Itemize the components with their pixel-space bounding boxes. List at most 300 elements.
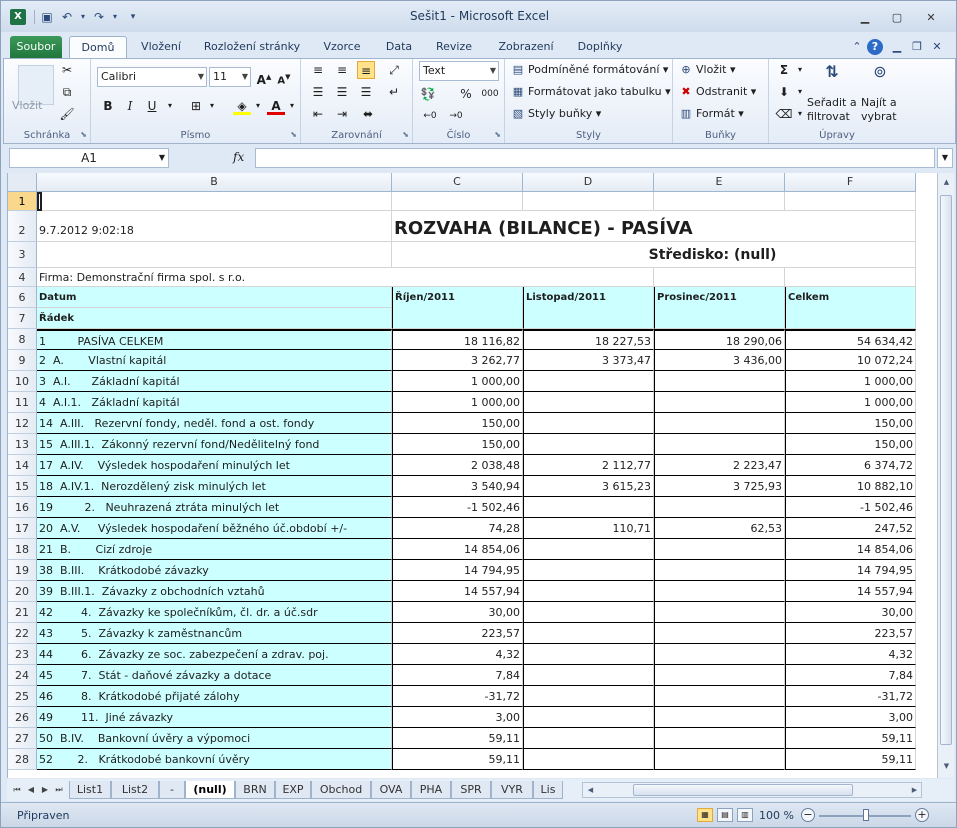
table-row-label[interactable]: 1 PASÍVA CELKEM [37, 329, 392, 350]
fill-dropdown-icon[interactable]: ▾ [255, 101, 260, 110]
copy-icon[interactable]: ⧉ [62, 85, 72, 99]
underline-dropdown-icon[interactable]: ▾ [167, 101, 172, 110]
find-select-label-1[interactable]: Najít a [861, 96, 897, 109]
report-title[interactable]: ROZVAHA (BILANCE) - PASÍVA [392, 211, 785, 242]
accounting-format-icon[interactable]: 💱 [420, 87, 436, 101]
align-center-icon[interactable]: ☰ [336, 85, 348, 99]
undo-icon[interactable]: ↶ [61, 10, 73, 24]
table-cell-d[interactable]: 3 615,23 [523, 476, 654, 497]
save-icon[interactable]: ▣ [41, 10, 53, 24]
table-cell-d[interactable]: 2 112,77 [523, 455, 654, 476]
next-sheet-icon[interactable]: ▶ [41, 785, 49, 794]
group-label-clipboard: Schránka [23, 130, 71, 141]
header-e[interactable]: Prosinec/2011 [654, 287, 785, 329]
cell-styles-button[interactable]: ▧ Styly buňky ▾ [512, 107, 602, 120]
table-cell-d[interactable] [523, 686, 654, 707]
last-sheet-icon[interactable]: ⏭ [55, 785, 63, 794]
table-cell-e[interactable] [654, 728, 785, 749]
row-header[interactable]: 12 [8, 413, 37, 434]
clipboard-launcher-icon[interactable]: ⬊ [80, 130, 87, 139]
column-header-b[interactable]: B [37, 173, 392, 192]
help-icon[interactable]: ? [867, 39, 883, 55]
table-cell-e[interactable]: 3 436,00 [654, 350, 785, 371]
table-cell-f[interactable]: 150,00 [785, 434, 916, 455]
sheet-tab-vyr[interactable]: VYR [491, 781, 533, 799]
number-launcher-icon[interactable]: ⬊ [494, 130, 501, 139]
table-cell-f[interactable]: 59,11 [785, 728, 916, 749]
tab-page-layout[interactable]: Rozložení stránky [203, 40, 301, 53]
table-cell-c[interactable]: 1 000,00 [392, 371, 523, 392]
format-as-table-button[interactable]: ▦ Formátovat jako tabulku ▾ [512, 85, 671, 98]
tab-formulas[interactable]: Vzorce [323, 40, 361, 53]
table-cell-f[interactable]: 1 000,00 [785, 392, 916, 413]
table-row-label[interactable]: 43 5. Závazky k zaměstnancům [37, 623, 392, 644]
tab-addins[interactable]: Doplňky [577, 40, 623, 53]
name-box[interactable] [9, 148, 169, 168]
table-row-label[interactable]: 50 B.IV. Bankovní úvěry a výpomoci [37, 728, 392, 749]
table-cell-f[interactable]: 150,00 [785, 413, 916, 434]
ribbon-home [3, 58, 956, 144]
table-cell-f[interactable]: 4,32 [785, 644, 916, 665]
fill-color-icon[interactable]: ◈ [233, 97, 251, 115]
table-row-label[interactable]: 17 A.IV. Výsledek hospodaření minulých let [37, 455, 392, 476]
table-cell-e[interactable] [654, 749, 785, 770]
row-header[interactable]: 26 [8, 707, 37, 728]
grid-cell[interactable] [392, 192, 523, 211]
window-title: Sešit1 - Microsoft Excel [409, 9, 550, 23]
align-right-icon[interactable]: ☰ [360, 85, 372, 99]
table-cell-f[interactable]: 3,00 [785, 707, 916, 728]
sort-filter-label-2[interactable]: filtrovat [807, 110, 850, 123]
table-cell-d[interactable] [523, 623, 654, 644]
row-header[interactable]: 13 [8, 434, 37, 455]
table-cell-d[interactable] [523, 749, 654, 770]
table-cell-c[interactable]: 4,32 [392, 644, 523, 665]
table-cell-c[interactable]: 14 854,06 [392, 539, 523, 560]
table-row-label[interactable]: 44 6. Závazky ze soc. zabezpečení a zdrav. poj. [37, 644, 392, 665]
table-row-label[interactable]: 42 4. Závazky ke společníkům, čl. dr. a úč.sdr [37, 602, 392, 623]
maximize-icon[interactable]: ▢ [891, 11, 903, 24]
table-cell-e[interactable] [654, 665, 785, 686]
row-header[interactable]: 19 [8, 560, 37, 581]
report-date[interactable]: 9.7.2012 9:02:18 [37, 211, 392, 242]
italic-button[interactable]: I [127, 99, 133, 113]
table-cell-f[interactable]: 223,57 [785, 623, 916, 644]
scroll-right-icon[interactable]: ▶ [911, 786, 918, 794]
table-cell-f[interactable]: 54 634,42 [785, 329, 916, 350]
table-cell-f[interactable]: 14 557,94 [785, 581, 916, 602]
table-row-label[interactable]: 18 A.IV.1. Nerozdělený zisk minulých let [37, 476, 392, 497]
table-cell-d[interactable] [523, 665, 654, 686]
table-cell-e[interactable] [654, 581, 785, 602]
table-cell-d[interactable] [523, 707, 654, 728]
sheet-tab-dash[interactable]: - [159, 781, 185, 799]
format-cells-label: Formát [696, 107, 735, 120]
row-header[interactable]: 14 [8, 455, 37, 476]
table-cell-d[interactable] [523, 728, 654, 749]
sort-filter-label-1[interactable]: Seřadit a [807, 96, 857, 109]
status-text: Připraven [17, 809, 70, 822]
active-cell-a1[interactable] [37, 192, 42, 211]
table-cell-c[interactable]: 30,00 [392, 602, 523, 623]
clear-dropdown-icon[interactable]: ▾ [797, 109, 802, 118]
table-cell-e[interactable]: 62,53 [654, 518, 785, 539]
table-cell-e[interactable]: 2 223,47 [654, 455, 785, 476]
table-cell-d[interactable] [523, 644, 654, 665]
header-datum[interactable]: Datum [37, 287, 392, 308]
row-header[interactable]: 16 [8, 497, 37, 518]
table-cell-f[interactable]: -31,72 [785, 686, 916, 707]
cut-icon[interactable]: ✂ [61, 63, 73, 77]
table-cell-e[interactable]: 18 290,06 [654, 329, 785, 350]
column-header-e[interactable]: E [654, 173, 785, 192]
row-header[interactable]: 17 [8, 518, 37, 539]
grid-cell[interactable] [523, 192, 654, 211]
vertical-scroll-thumb[interactable] [940, 195, 952, 745]
worksheet-grid[interactable] [7, 173, 937, 778]
horizontal-scroll-thumb[interactable] [633, 784, 853, 796]
row-header[interactable]: 18 [8, 539, 37, 560]
table-cell-f[interactable]: 1 000,00 [785, 371, 916, 392]
normal-view-icon[interactable]: ▦ [697, 808, 713, 822]
table-cell-f[interactable]: 10 882,10 [785, 476, 916, 497]
firm-name[interactable]: Firma: Demonstrační firma spol. s r.o. [37, 268, 523, 287]
table-row-label[interactable]: 4 A.I.1. Základní kapitál [37, 392, 392, 413]
table-row-label[interactable]: 52 2. Krátkodobé bankovní úvěry [37, 749, 392, 770]
table-cell-e[interactable] [654, 392, 785, 413]
table-row-label[interactable]: 45 7. Stát - daňové závazky a dotace [37, 665, 392, 686]
sheet-tab-spr[interactable]: SPR [451, 781, 491, 799]
number-format-value: Text [423, 64, 446, 77]
page-break-view-icon[interactable]: ▥ [737, 808, 753, 822]
grid-cell[interactable] [785, 192, 916, 211]
table-cell-f[interactable]: 247,52 [785, 518, 916, 539]
doc-restore-icon[interactable]: ❐ [912, 40, 922, 53]
name-box-value: A1 [81, 151, 97, 165]
format-cells-button[interactable]: ▥ Formát ▾ [680, 107, 744, 120]
formula-bar [3, 145, 956, 171]
text-orientation-icon[interactable]: ⤢ [389, 63, 399, 77]
table-row-label[interactable]: 2 A. Vlastní kapitál [37, 350, 392, 371]
scroll-up-icon[interactable]: ▲ [943, 178, 950, 186]
grid-cell[interactable] [37, 192, 392, 211]
table-cell-d[interactable]: 18 227,53 [523, 329, 654, 350]
row-header[interactable]: 8 [8, 329, 37, 350]
table-cell-d[interactable]: 110,71 [523, 518, 654, 539]
table-cell-e[interactable] [654, 434, 785, 455]
autosum-button[interactable]: Σ [779, 63, 789, 77]
tab-file[interactable]: Soubor [10, 36, 62, 58]
zoom-slider-thumb[interactable] [863, 809, 869, 821]
table-cell-e[interactable] [654, 707, 785, 728]
table-cell-e[interactable] [654, 560, 785, 581]
delete-cells-label: Odstranit [696, 85, 748, 98]
table-cell-c[interactable]: -31,72 [392, 686, 523, 707]
group-editing [769, 59, 905, 143]
row-header[interactable]: 25 [8, 686, 37, 707]
sheet-tab-list1[interactable]: List1 [69, 781, 111, 799]
sheet-tab-brn[interactable]: BRN [235, 781, 275, 799]
table-row-label[interactable]: 3 A.I. Základní kapitál [37, 371, 392, 392]
align-top-icon[interactable]: ≡ [312, 63, 324, 77]
table-cell-e[interactable] [654, 644, 785, 665]
table-row-label[interactable]: 46 8. Krátkodobé přijaté zálohy [37, 686, 392, 707]
format-painter-icon[interactable]: 🖌 [59, 107, 75, 121]
tab-insert[interactable]: Vložení [141, 40, 181, 53]
table-cell-d[interactable] [523, 539, 654, 560]
select-all-corner[interactable] [8, 173, 37, 192]
column-header-f[interactable]: F [785, 173, 916, 192]
report-center[interactable]: Středisko: (null) [392, 242, 916, 268]
table-cell-c[interactable]: 59,11 [392, 728, 523, 749]
table-cell-e[interactable] [654, 623, 785, 644]
sheet-tab-list2[interactable]: List2 [111, 781, 159, 799]
table-cell-f[interactable]: 59,11 [785, 749, 916, 770]
redo-dropdown-icon[interactable]: ▾ [112, 12, 117, 21]
decrease-indent-icon[interactable]: ⇤ [312, 107, 324, 121]
wrap-text-icon[interactable]: ↵ [388, 85, 400, 99]
font-size-combo[interactable] [209, 67, 251, 87]
undo-dropdown-icon[interactable]: ▾ [80, 12, 85, 21]
merge-center-icon[interactable]: ⬌ [362, 107, 374, 121]
row-header[interactable]: 10 [8, 371, 37, 392]
sheet-tab-exp[interactable]: EXP [275, 781, 311, 799]
row-header[interactable]: 11 [8, 392, 37, 413]
table-row-label[interactable]: 49 11. Jiné závazky [37, 707, 392, 728]
doc-minimize-icon[interactable]: ▁ [892, 40, 902, 53]
font-name-value: Calibri [101, 70, 137, 83]
table-row-label[interactable]: 15 A.III.1. Zákonný rezervní fond/Nedělitelný fond [37, 434, 392, 455]
prev-sheet-icon[interactable]: ◀ [27, 785, 35, 794]
thousands-separator-button[interactable]: 000 [481, 89, 499, 99]
row-header[interactable]: 22 [8, 623, 37, 644]
align-bottom-icon[interactable]: ≡ [357, 61, 375, 79]
chevron-down-icon: ▼ [241, 72, 248, 81]
table-cell-c[interactable]: 223,57 [392, 623, 523, 644]
column-header-d[interactable]: D [523, 173, 654, 192]
table-cell-e[interactable] [654, 686, 785, 707]
table-cell-e[interactable] [654, 371, 785, 392]
scroll-down-icon[interactable]: ▼ [943, 762, 950, 770]
grid-cell[interactable] [37, 242, 392, 268]
percent-button[interactable]: % [460, 87, 472, 101]
bold-button[interactable]: B [103, 99, 113, 113]
table-cell-c[interactable]: 59,11 [392, 749, 523, 770]
table-cell-d[interactable] [523, 581, 654, 602]
header-c[interactable]: Říjen/2011 [392, 287, 523, 329]
cell-styles-label: Styly buňky [528, 107, 593, 120]
horizontal-scrollbar[interactable] [582, 782, 922, 798]
sheet-tab-pha[interactable]: PHA [411, 781, 451, 799]
paste-button[interactable]: Vložit [12, 99, 43, 112]
row-header[interactable]: 28 [8, 749, 37, 770]
grow-font-icon[interactable]: A▲ [256, 73, 272, 87]
number-format-combo[interactable] [419, 61, 499, 81]
row-header[interactable]: 27 [8, 728, 37, 749]
sheet-tab-lis[interactable]: Lis [533, 781, 563, 799]
grid-cell[interactable] [654, 192, 785, 211]
font-color-icon[interactable]: A [267, 97, 285, 115]
row-header[interactable]: 21 [8, 602, 37, 623]
customize-qat-icon[interactable]: ▾ [130, 12, 136, 22]
chevron-down-icon: ▼ [158, 153, 165, 162]
table-cell-c[interactable]: 14 794,95 [392, 560, 523, 581]
table-cell-e[interactable] [654, 497, 785, 518]
table-row-label[interactable]: 20 A.V. Výsledek hospodaření běžného úč.období +/- [37, 518, 392, 539]
font-color-dropdown-icon[interactable]: ▾ [289, 101, 294, 110]
zoom-out-icon[interactable]: − [801, 808, 815, 822]
status-bar [1, 802, 957, 828]
table-row-label[interactable]: 38 B.III. Krátkodobé závazky [37, 560, 392, 581]
table-cell-d[interactable] [523, 434, 654, 455]
align-middle-icon[interactable]: ≡ [336, 63, 348, 77]
fill-icon[interactable]: ⬇ [778, 85, 790, 99]
font-launcher-icon[interactable]: ⬊ [290, 130, 297, 139]
table-cell-f[interactable]: 30,00 [785, 602, 916, 623]
row-header[interactable]: 2 [8, 211, 37, 242]
table-cell-f[interactable]: 7,84 [785, 665, 916, 686]
close-icon[interactable]: ✕ [926, 11, 936, 24]
table-cell-f[interactable]: 10 072,24 [785, 350, 916, 371]
table-cell-c[interactable]: 14 557,94 [392, 581, 523, 602]
borders-icon[interactable]: ⊞ [190, 99, 202, 113]
sheet-tab-null[interactable]: (null) [185, 781, 235, 799]
conditional-formatting-button[interactable]: ▤ Podmíněné formátování ▾ [512, 63, 669, 76]
minimize-ribbon-icon[interactable]: ⌃ [852, 40, 862, 53]
borders-dropdown-icon[interactable]: ▾ [209, 101, 214, 110]
table-cell-e[interactable] [654, 413, 785, 434]
shrink-font-icon[interactable]: A▼ [277, 73, 291, 87]
table-cell-c[interactable]: 3 262,77 [392, 350, 523, 371]
group-styles [505, 59, 673, 143]
table-cell-d[interactable] [523, 392, 654, 413]
column-header-c[interactable]: C [392, 173, 523, 192]
table-cell-d[interactable] [523, 560, 654, 581]
row-header[interactable]: 1 [8, 192, 37, 211]
grid-cell[interactable] [785, 211, 916, 242]
decrease-decimal-icon[interactable]: →0 [449, 111, 463, 121]
row-header[interactable]: 3 [8, 242, 37, 268]
table-cell-c[interactable]: 18 116,82 [392, 329, 523, 350]
table-cell-e[interactable] [654, 602, 785, 623]
row-header[interactable]: 24 [8, 665, 37, 686]
table-row-label[interactable]: 21 B. Cizí zdroje [37, 539, 392, 560]
minimize-icon[interactable]: ▁ [860, 11, 870, 24]
group-alignment [301, 59, 413, 143]
table-cell-f[interactable]: 14 794,95 [785, 560, 916, 581]
table-cell-c[interactable]: 150,00 [392, 434, 523, 455]
table-cell-c[interactable]: 1 000,00 [392, 392, 523, 413]
table-cell-d[interactable] [523, 371, 654, 392]
row-header[interactable]: 7 [8, 308, 37, 329]
header-radek[interactable]: Řádek [37, 308, 392, 329]
table-row-label[interactable]: 39 B.III.1. Závazky z obchodních vztahů [37, 581, 392, 602]
expand-formula-bar-icon[interactable]: ▼ [937, 148, 953, 168]
table-cell-f[interactable]: 14 854,06 [785, 539, 916, 560]
excel-app-icon[interactable]: X [10, 9, 26, 25]
header-f[interactable]: Celkem [785, 287, 916, 329]
table-row-label[interactable]: 19 2. Neuhrazená ztráta minulých let [37, 497, 392, 518]
scroll-left-icon[interactable]: ◀ [587, 786, 594, 794]
table-cell-e[interactable]: 3 725,93 [654, 476, 785, 497]
tab-view[interactable]: Zobrazení [498, 40, 554, 53]
clear-icon[interactable]: ⌫ [775, 107, 793, 121]
table-cell-d[interactable] [523, 497, 654, 518]
autosum-dropdown-icon[interactable]: ▾ [797, 65, 802, 74]
grid-cell[interactable] [523, 268, 654, 287]
tab-data[interactable]: Data [385, 40, 413, 53]
sheet-tab-ova[interactable]: OVA [371, 781, 411, 799]
binoculars-icon[interactable]: ⊚ [873, 62, 887, 81]
group-label-alignment: Zarovnání [331, 130, 382, 141]
table-cell-f[interactable]: -1 502,46 [785, 497, 916, 518]
group-label-number: Číslo [446, 130, 471, 141]
sort-filter-icon[interactable]: ⇅ [825, 62, 839, 81]
increase-decimal-icon[interactable]: ←0 [423, 111, 437, 121]
row-header[interactable]: 15 [8, 476, 37, 497]
alignment-launcher-icon[interactable]: ⬊ [402, 130, 409, 139]
table-cell-e[interactable] [654, 539, 785, 560]
table-cell-d[interactable] [523, 413, 654, 434]
delete-cells-button[interactable]: ✖ Odstranit ▾ [679, 84, 756, 100]
table-cell-c[interactable]: 3,00 [392, 707, 523, 728]
tab-home[interactable]: Domů [69, 36, 127, 58]
grid-cell[interactable] [785, 268, 916, 287]
redo-icon[interactable]: ↷ [93, 10, 105, 24]
table-cell-f[interactable]: 6 374,72 [785, 455, 916, 476]
delete-cells-icon: ✖ [681, 85, 691, 98]
insert-cells-button[interactable]: ⊕ Vložit ▾ [679, 62, 736, 78]
font-name-combo[interactable] [97, 67, 207, 87]
increase-indent-icon[interactable]: ⇥ [336, 107, 348, 121]
table-cell-d[interactable]: 3 373,47 [523, 350, 654, 371]
find-select-label-2[interactable]: vybrat [861, 110, 897, 123]
sheet-tab-bar [7, 779, 954, 801]
row-header[interactable]: 23 [8, 644, 37, 665]
table-cell-c[interactable]: 2 038,48 [392, 455, 523, 476]
table-cell-d[interactable] [523, 602, 654, 623]
align-left-icon[interactable]: ☰ [312, 85, 324, 99]
sheet-tab-obchod[interactable]: Obchod [311, 781, 371, 799]
row-header[interactable]: 9 [8, 350, 37, 371]
tab-review[interactable]: Revize [435, 40, 473, 53]
row-header[interactable]: 6 [8, 287, 37, 308]
table-cell-c[interactable]: 74,28 [392, 518, 523, 539]
table-cell-c[interactable]: 150,00 [392, 413, 523, 434]
grid-cell[interactable] [654, 268, 785, 287]
table-row-label[interactable]: 14 A.III. Rezervní fondy, neděl. fond a ost. fondy [37, 413, 392, 434]
group-label-font: Písmo [180, 130, 211, 141]
insert-function-icon[interactable]: fx [233, 150, 245, 164]
vertical-scrollbar[interactable] [937, 173, 954, 778]
underline-button[interactable]: U [147, 99, 157, 113]
formula-input[interactable] [255, 148, 935, 168]
row-header[interactable]: 4 [8, 268, 37, 287]
doc-close-icon[interactable]: ✕ [932, 40, 942, 53]
table-cell-c[interactable]: -1 502,46 [392, 497, 523, 518]
table-cell-c[interactable]: 3 540,94 [392, 476, 523, 497]
row-header[interactable]: 20 [8, 581, 37, 602]
first-sheet-icon[interactable]: ⏮ [13, 785, 21, 794]
zoom-level[interactable]: 100 % [759, 809, 794, 822]
format-cells-icon: ▥ [680, 107, 692, 120]
page-layout-view-icon[interactable]: ▤ [717, 808, 733, 822]
insert-cells-icon: ⊕ [681, 63, 691, 76]
header-d[interactable]: Listopad/2011 [523, 287, 654, 329]
table-cell-c[interactable]: 7,84 [392, 665, 523, 686]
fill-dropdown-icon[interactable]: ▾ [797, 87, 802, 96]
zoom-in-icon[interactable]: + [915, 808, 929, 822]
